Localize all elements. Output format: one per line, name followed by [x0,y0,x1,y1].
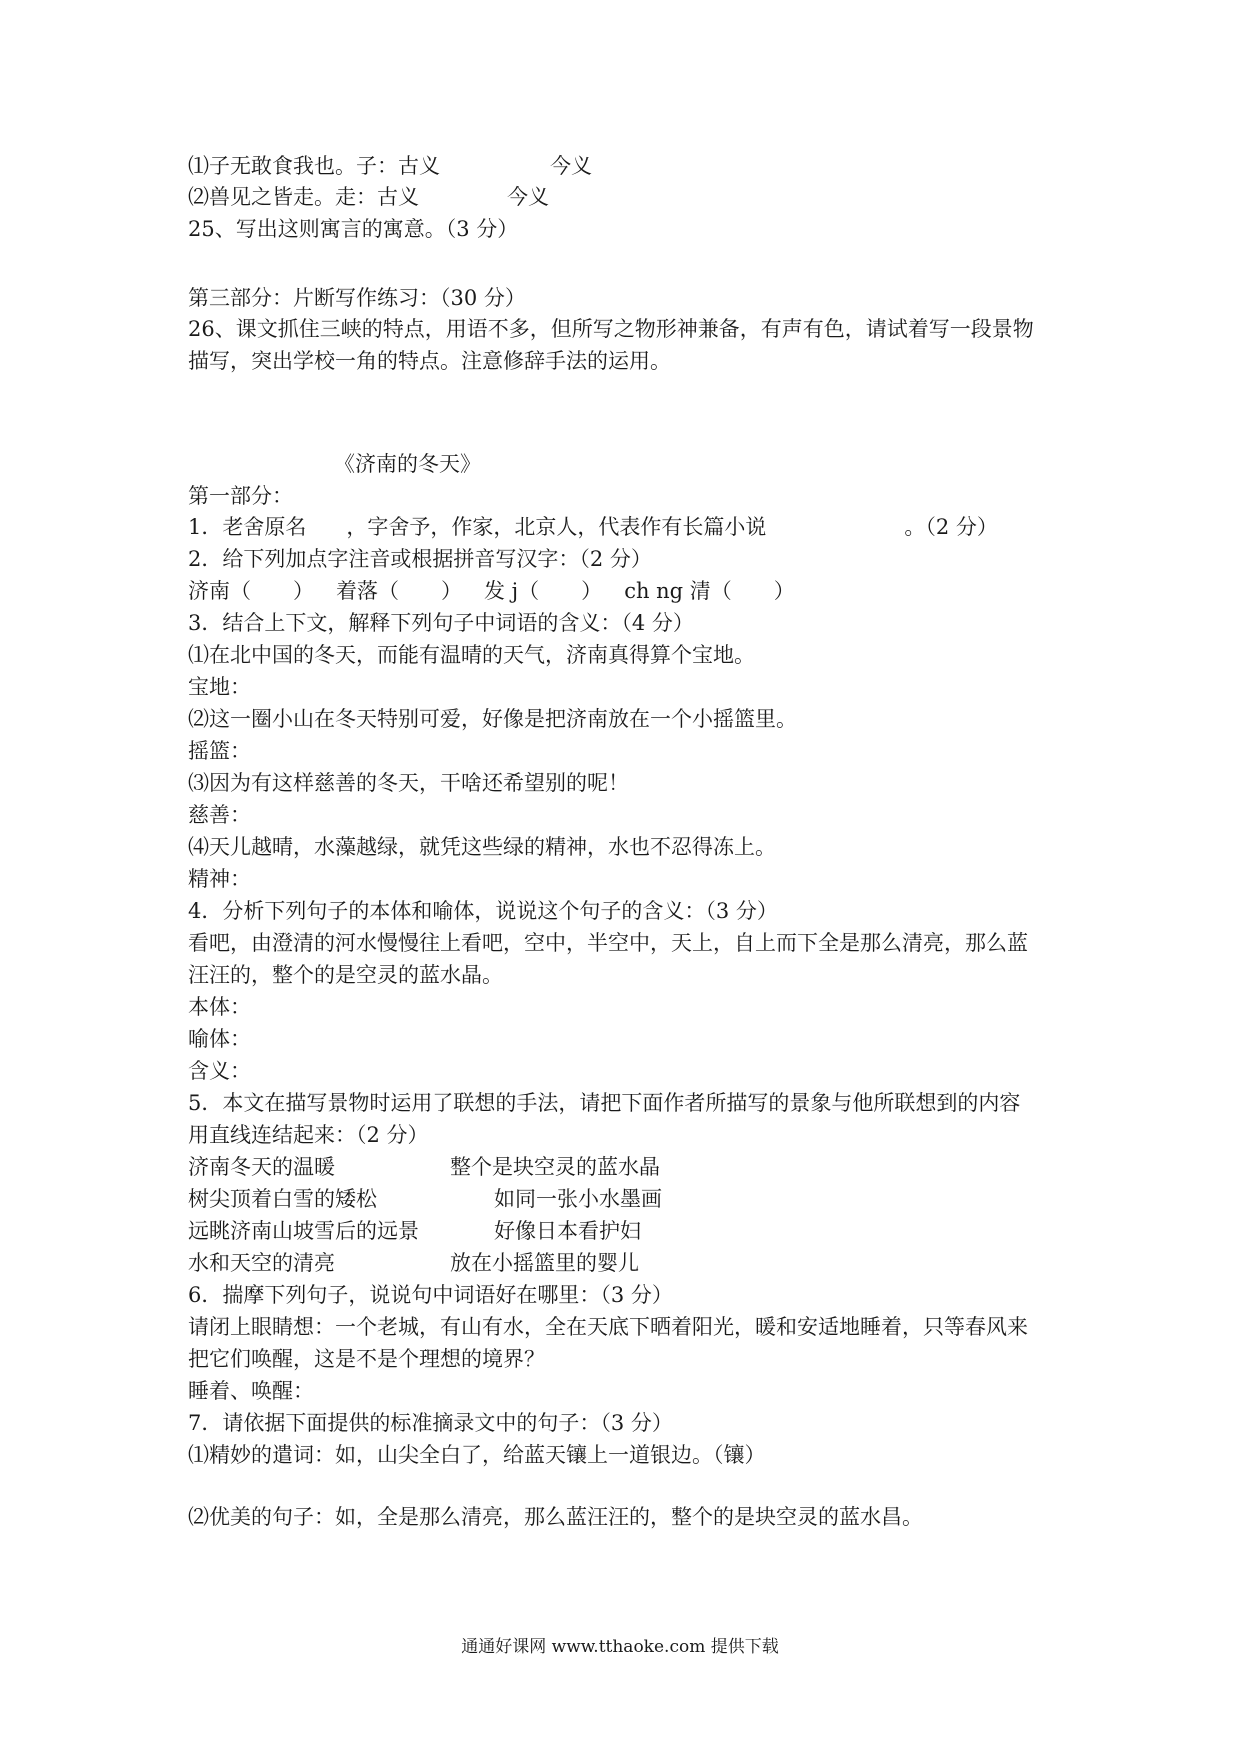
q26-line1: 26、课文抓住三峡的特点，用语不多，但所写之物形神兼备，有声有色，请试着写一段景物 [188,317,1034,341]
q1-a: 1．老舍原名 [188,515,307,539]
q6-line2: 把它们唤醒，这是不是个理想的境界？ [188,1347,545,1371]
q5-right-item: 整个是块空灵的蓝水晶 [450,1155,660,1179]
q24-2 [188,181,549,213]
q24-1-modern: 今义 [550,154,592,178]
part3-title: 第三部分：片断写作练习：（30 分） [188,286,526,310]
q5-right-item: 好像日本看护妇 [494,1219,641,1243]
q7-2: ⑵优美的句子：如，全是那么清亮，那么蓝汪汪的，整个的是块空灵的蓝水昌。 [188,1505,923,1529]
q24-2-text: ⑵兽见之皆走。走：古义 [188,185,419,209]
q24-1 [188,150,592,182]
q24-1-text: ⑴子无敢食我也。子：古义 [188,154,440,178]
q1-c: 。（2 分） [904,515,998,539]
q5-right-item: 如同一张小水墨画 [494,1187,662,1211]
q3-4: ⑷天儿越晴，水藻越绿，就凭这些绿的精神，水也不忍得冻上。 [188,835,776,859]
q5-left-item: 水和天空的清亮 [188,1251,335,1275]
article-title: 《济南的冬天》 [334,452,481,476]
q3-3-label: 慈善： [188,803,251,827]
q7: 7．请依据下面提供的标准摘录文中的句子：（3 分） [188,1411,673,1435]
q6: 6．揣摩下列句子，说说句中词语好在哪里：（3 分） [188,1283,673,1307]
q3-4-label: 精神： [188,867,251,891]
q25: 25、写出这则寓言的寓意。（3 分） [188,217,519,241]
q4-label-hanyi: 含义： [188,1059,251,1083]
q4-label-yuti: 喻体： [188,1027,251,1051]
q3-3: ⑶因为有这样慈善的冬天，干啥还希望别的呢！ [188,771,629,795]
q26-line2: 描写，突出学校一角的特点。注意修辞手法的运用。 [188,349,671,373]
q5-line1: 5．本文在描写景物时运用了联想的手法，请把下面作者所描写的景象与他所联想到的内容 [188,1091,1021,1115]
q3-1: ⑴在北中国的冬天，而能有温晴的天气，济南真得算个宝地。 [188,643,755,667]
q3-2: ⑵这一圈小山在冬天特别可爱，好像是把济南放在一个小摇篮里。 [188,707,797,731]
q3: 3．结合上下文，解释下列句子中词语的含义：（4 分） [188,611,694,635]
q4-line2: 汪汪的，整个的是空灵的蓝水晶。 [188,963,503,987]
q3-1-label: 宝地： [188,675,251,699]
q2-item: ch ng 清（ ） [624,579,795,603]
q24-2-modern: 今义 [507,185,549,209]
q2-item: 济南（ ） [188,579,314,603]
q4-line1: 看吧，由澄清的河水慢慢往上看吧，空中，半空中，天上，自上而下全是那么清亮，那么蓝 [188,931,1028,955]
q6-label: 睡着、唤醒： [188,1379,314,1403]
q7-1: ⑴精妙的遣词：如，山尖全白了，给蓝天镶上一道银边。（镶） [188,1443,766,1467]
q5-left-item: 远眺济南山坡雪后的远景 [188,1219,419,1243]
q2-items [188,575,795,607]
q1 [188,511,998,543]
q5-left-item: 济南冬天的温暖 [188,1155,335,1179]
q2-item: 发 j（ ） [484,579,603,603]
q5-left-item: 树尖顶着白雪的矮松 [188,1187,377,1211]
q2: 2．给下列加点字注音或根据拼音写汉字：（2 分） [188,547,652,571]
q5-line2: 用直线连结起来：（2 分） [188,1123,429,1147]
part1-title: 第一部分： [188,484,293,508]
q6-line1: 请闭上眼睛想：一个老城，有山有水，全在天底下晒着阳光，暖和安适地睡着，只等春风来 [188,1315,1028,1339]
page-footer: 通通好课网 www.tthaoke.com 提供下载 [461,1637,779,1657]
q4: 4．分析下列句子的本体和喻体，说说这个句子的含义：（3 分） [188,899,778,923]
q2-item: 着落（ ） [336,579,462,603]
q4-label-benti: 本体： [188,995,251,1019]
q3-2-label: 摇篮： [188,739,251,763]
q1-b: ，字舍予，作家，北京人，代表作有长篇小说 [346,515,767,539]
q5-right-item: 放在小摇篮里的婴儿 [450,1251,639,1275]
